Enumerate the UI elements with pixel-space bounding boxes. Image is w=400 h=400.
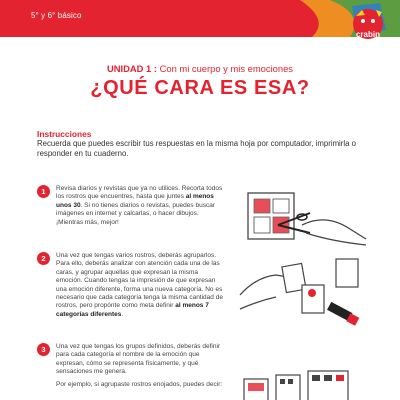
instructions-heading: Instrucciones — [37, 129, 92, 139]
glue-stick-icon — [327, 302, 359, 326]
hand-with-photos-icon — [236, 255, 376, 335]
step-2-number: 2 — [37, 252, 50, 265]
unit-title — [0, 63, 400, 74]
scissors-cutting-icon — [240, 183, 370, 255]
page-title: ¿QUÉ CARA ES ESA? — [90, 77, 310, 99]
face-cards-icon — [236, 365, 376, 400]
grade-label: 5° y 6° básico — [31, 11, 82, 20]
instructions-body: Recuerda que puedes escribir tus respuestas en la misma hoja por computador, imprimirla o responder en tu cuaderno. — [37, 139, 356, 159]
step-2-text: Una vez que tengas varios rostros, deberás agruparlos. Para ello, deberás analizar con atención cada una de las caras, y agrupar aquellas que expresan la misma emoción. Cuando tengas la impresión de que expresan una emoción diferente, forma una nueva categoría. No es necesario que cada categoría tenga la misma cantidad de rostros, pero propónte como meta definir al menos 7 categorías diferentes. — [56, 252, 223, 318]
step-1-number: 1 — [37, 185, 50, 198]
brand-logo — [346, 4, 394, 48]
header-band — [0, 0, 400, 37]
step-3-text: Una vez que tengas los grupos definidos, deberás definir para cada categoría el nombre de la emoción que expresan, cómo se representa físicamente, y qué sensaciones me genera. — [56, 343, 221, 376]
unit-prefix: UNIDAD 1 : — [107, 63, 160, 74]
unit-name: Con mi cuerpo y mis emociones — [159, 63, 293, 74]
step-1-text: Revisa diarios y revistas que ya no utilices. Recorta todos los rostros que encuentres, hasta que juntes al menos unos 30. Si no tienes diarios o revistas, puedes buscar imágenes en internet y calcarlas, o hacer dibujos. ¡Mientras más, mejor! — [56, 185, 223, 226]
step-3-number: 3 — [37, 343, 50, 356]
brand-name: crabin — [355, 30, 381, 39]
step-3-example: Por ejemplo, si agrupaste rostros enojados, puedes decir: — [56, 381, 223, 388]
